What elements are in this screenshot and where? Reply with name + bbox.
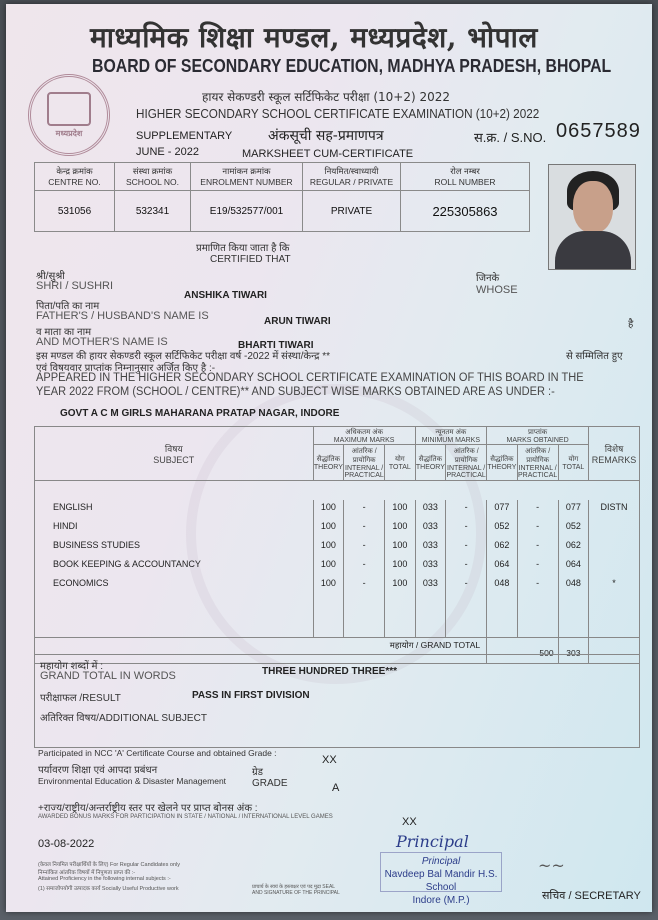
appeared-english-line2: YEAR 2022 FROM (SCHOOL / CENTRE)** AND SUBJECT WISE MARKS OBTAINED ARE AS UNDER :- [36,386,555,398]
mother-label-english: AND MOTHER'S NAME IS [36,336,168,348]
ncc-value: XX [322,754,337,766]
principal-signature: Principal [396,832,469,851]
candidate-photo [548,164,636,270]
subject-header: विषय SUBJECT [35,427,314,481]
subject-row: HINDI 100 - 100 033 - 052 - 052 [35,519,640,538]
subject-row: ECONOMICS 100 - 100 033 - 048 - 048 * [35,576,640,595]
id-header-roll: रोल नम्बर ROLL NUMBER [401,163,530,191]
whose-english: WHOSE [476,284,518,296]
secretary-label: सचिव / SECRETARY [542,890,641,902]
subject-row: ENGLISH 100 - 100 033 - 077 - 077 DISTN [35,500,640,519]
exam-title-english: HIGHER SECONDARY SCHOOL CERTIFICATE EXAMINATION (10+2) 2022 [136,106,540,121]
subject-row: BOOK KEEPING & ACCOUNTANCY 100 - 100 033 - 064 - 064 [35,557,640,576]
id-header-enrolment: नामांकन क्रमांक ENROLMENT NUMBER [191,163,303,191]
whose-hindi: जिनके [476,273,500,284]
marks-table [34,426,640,664]
school-no: 532341 [115,191,191,232]
env-education-english: Environmental Education & Disaster Management [38,776,227,786]
id-header-regular-private: नियमित/स्वाध्यायी REGULAR / PRIVATE [303,163,401,191]
father-label-english: FATHER'S / HUSBAND'S NAME IS [36,310,209,322]
id-value-row [35,191,530,232]
roll-number: 225305863 [401,191,530,232]
seal-text: मध्यप्रदेश [55,128,83,138]
additional-subject-label: अतिरिक्त विषय/ADDITIONAL SUBJECT [40,713,207,724]
result-value: PASS IN FIRST DIVISION [192,690,310,701]
grade-value: A [332,782,340,794]
env-education-hindi: पर्यावरण शिक्षा एवं आपदा प्रबंधन [38,765,158,776]
marks-header-row-1 [35,427,640,445]
father-label-hindi: पिता/पति का नाम [36,301,100,312]
obtained-marks-header: प्राप्तांक MARKS OBTAINED [487,427,589,445]
mother-name: BHARTI TIWARI [238,340,314,351]
footer-note-1: (केवल नियमित परीक्षार्थियों के लिए) For Regular Candidates only [38,862,180,868]
supplementary-label: SUPPLEMENTARY [136,130,233,142]
marksheet-document [6,4,652,912]
secretary-signature: ~~ [538,856,565,875]
footer-note-2: निम्नांकित आंतरिक विषयों में निपुणता प्राप्त की :- [38,870,136,876]
appeared-hindi-right: से सम्मिलित हुए [566,351,623,362]
id-header-centre: केन्द्र क्रमांक CENTRE NO. [35,163,115,191]
bonus-label-hindi: +राज्य/राष्ट्रीय/अन्तर्राष्ट्रीय स्तर पर खेलने पर प्राप्त बोनस अंक : [38,803,258,814]
grand-total-words-value: THREE HUNDRED THREE*** [262,666,398,677]
hai-label: है [628,319,634,330]
grand-total-obtained: 303 [558,638,589,664]
ncc-label: Participated in NCC 'A' Certificate Course and obtained Grade : [38,748,277,758]
grand-total-words-english: GRAND TOTAL IN WORDS [40,670,176,682]
subject-row: BUSINESS STUDIES 100 - 100 033 - 062 - 062 [35,538,640,557]
grade-label-hindi: ग्रेड [252,767,263,778]
shri-hindi: श्री/सुश्री [36,271,65,282]
footer-note-4: (1) समाजोपयोगी उत्पादक कार्य Socially Useful Productive work [38,886,179,892]
max-marks-header: अधिकतम अंक MAXIMUM MARKS [313,427,415,445]
id-header-school: संस्था क्रमांक SCHOOL NO. [115,163,191,191]
board-seal-logo [28,74,110,156]
certify-hindi: प्रमाणित किया जाता है कि [196,243,290,254]
board-title-hindi: माध्यमिक शिक्षा मण्डल, मध्यप्रदेश, भोपाल [90,21,538,54]
marks-header-row-2: सैद्धांतिक THEORY आंतरिक / प्रायोगिक INTERNAL / PRACTICAL योग TOTAL सैद्धांतिक THEORY आंतरिक / प्रायोगिक INTERNAL / PRACTICAL सैद्धांतिक THEORY आंतरिक / प्रायोगिक INTERNAL / PRACTICAL योग TOTAL [35,445,640,481]
mother-label-hindi: व माता का नाम [36,327,92,338]
father-name: ARUN TIWARI [264,316,331,327]
centre-no: 531056 [35,191,115,232]
candidate-name: ANSHIKA TIWARI [184,290,267,301]
regular-private-status: PRIVATE [303,191,401,232]
grand-total-words-hindi: महायोग शब्दों में : [40,661,104,672]
result-label: परीक्षाफल /RESULT [40,693,121,704]
school-name: GOVT A C M GIRLS MAHARANA PRATAP NAGAR, INDORE [60,408,340,419]
remarks-header: विशेष REMARKS [589,427,640,481]
serial-number: 0657589 [556,120,641,142]
certify-english: CERTIFIED THAT [210,254,291,265]
min-marks-header: न्यूनतम अंक MINIMUM MARKS [415,427,487,445]
marksheet-title-english: MARKSHEET CUM-CERTIFICATE [242,148,414,160]
grand-total-label: महायोग / GRAND TOTAL [35,638,487,664]
issue-date: 03-08-2022 [38,838,95,850]
grand-total-max: 500 [487,638,559,664]
serial-label: स.क्र. / S.NO. [474,130,547,145]
grade-label-english: GRADE [252,778,288,789]
appeared-hindi-line1: इस मण्डल की हायर सेकण्डरी स्कूल सर्टिफिकेट परीक्षा वर्ष -2022 में संस्था/केन्द्र ** [36,351,330,362]
principal-note: प्राचार्य के स्वयं के हस्ताक्षर एवं पद मुद्रा SEAL AND SIGNATURE OF THE PRINCIPAL [252,884,340,896]
candidate-id-table [34,162,530,232]
appeared-english-line1: APPEARED IN THE HIGHER SECONDARY SCHOOL CERTIFICATE EXAMINATION OF THIS BOARD IN THE [36,372,584,384]
bonus-value: XX [402,816,417,828]
appeared-hindi-line2: एवं विषयवार प्राप्तांक निम्नानुसार अर्जित किए है :- [36,363,216,374]
board-title-english: BOARD OF SECONDARY EDUCATION, MADHYA PRADESH, BHOPAL [92,56,612,76]
principal-stamp: Principal Navdeep Bal Mandir H.S. School Indore (M.P.) [380,852,502,892]
enrolment-number: E19/532577/001 [191,191,303,232]
book-emblem-icon [47,92,91,126]
shri-english: SHRI / SUSHRI [36,280,114,292]
exam-title-hindi: हायर सेकण्डरी स्कूल सर्टिफिकेट परीक्षा (10+2) 2022 [202,90,451,104]
bonus-label-english: AWARDED BONUS MARKS FOR PARTICIPATION IN STATE / NATIONAL / INTERNATIONAL LEVEL GAMES [38,814,333,820]
id-header-row [35,163,530,191]
footer-note-3: Attained Proficiency in the following internal subjects :- [38,876,171,882]
session-label: JUNE - 2022 [136,146,199,158]
marksheet-title-hindi: अंकसूची सह-प्रमाणपत्र [268,128,384,144]
